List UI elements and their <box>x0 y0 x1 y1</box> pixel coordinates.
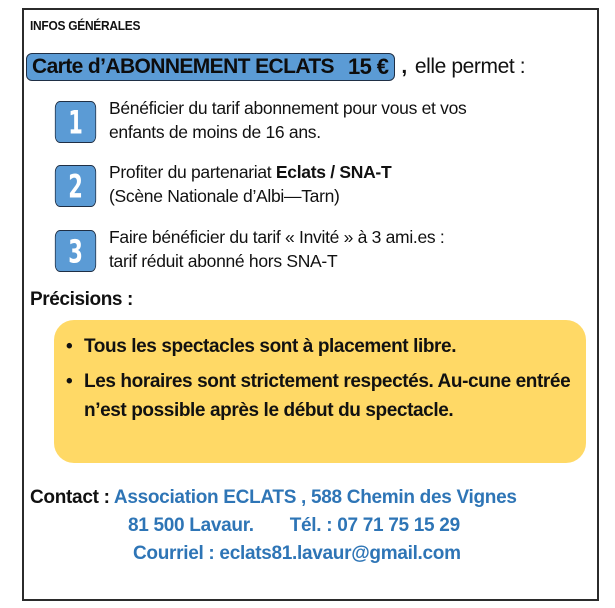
section-title: INFOS GÉNÉRALES <box>30 18 141 33</box>
benefit-item-1 <box>48 98 467 144</box>
precision-item: • Les horaires sont strictement respectés. Au-cune entrée n’est possible après le début du spectacle. <box>66 367 571 425</box>
contact-address: Association ECLATS , 588 Chemin des Vignes <box>113 487 517 508</box>
bullet-icon: • <box>66 371 73 392</box>
precisions-title: Précisions : <box>30 289 133 310</box>
subscription-card-row <box>26 52 525 82</box>
card-price: 15 € <box>347 54 389 79</box>
benefit-item-2 <box>48 162 392 208</box>
precisions-list <box>66 332 571 431</box>
contact-email[interactable]: Courriel : eclats81.lavaur@gmail.com <box>133 543 461 564</box>
card-suffix-text: elle permet : <box>414 55 526 78</box>
number-badge-3: 3 <box>55 230 96 272</box>
contact-line-2 <box>128 512 460 540</box>
bullet-icon: • <box>66 336 73 357</box>
card-suffix <box>401 55 525 79</box>
benefit-text-3 <box>109 225 444 273</box>
contact-city: 81 500 Lavaur. <box>128 515 254 536</box>
benefit-text-2 <box>109 160 391 208</box>
contact-label: Contact : <box>30 487 110 508</box>
subscription-card-badge <box>26 53 395 81</box>
number-badge-1: 1 <box>55 101 96 143</box>
precisions-box <box>54 320 586 463</box>
contact-line-1 <box>30 484 590 512</box>
benefit-3-line-2: tarif réduit abonné hors SNA-T <box>109 251 338 271</box>
contact-block <box>30 484 590 564</box>
card-label: Carte d’ABONNEMENT ECLATS <box>32 55 334 78</box>
number-badge-2: 2 <box>55 165 96 207</box>
benefit-2-line-1: Profiter du partenariat Eclats / SNA-T <box>109 162 392 182</box>
benefit-3-line-1: Faire bénéficier du tarif « Invité » à 3 ami.es : <box>109 227 445 247</box>
benefit-text-1 <box>109 96 467 144</box>
benefit-1-line-1: Bénéficier du tarif abonnement pour vous et vos <box>109 98 467 118</box>
card-comma: , <box>401 55 407 78</box>
contact-phone[interactable]: Tél. : 07 71 75 15 29 <box>289 515 460 536</box>
benefit-2-line-2: (Scène Nationale d’Albi—Tarn) <box>109 186 340 206</box>
benefit-1-line-2: enfants de moins de 16 ans. <box>109 122 321 142</box>
precision-item: • Tous les spectacles sont à placement libre. <box>66 332 571 361</box>
partnership-name: Eclats / SNA-T <box>275 162 392 182</box>
benefit-item-3 <box>48 227 445 273</box>
